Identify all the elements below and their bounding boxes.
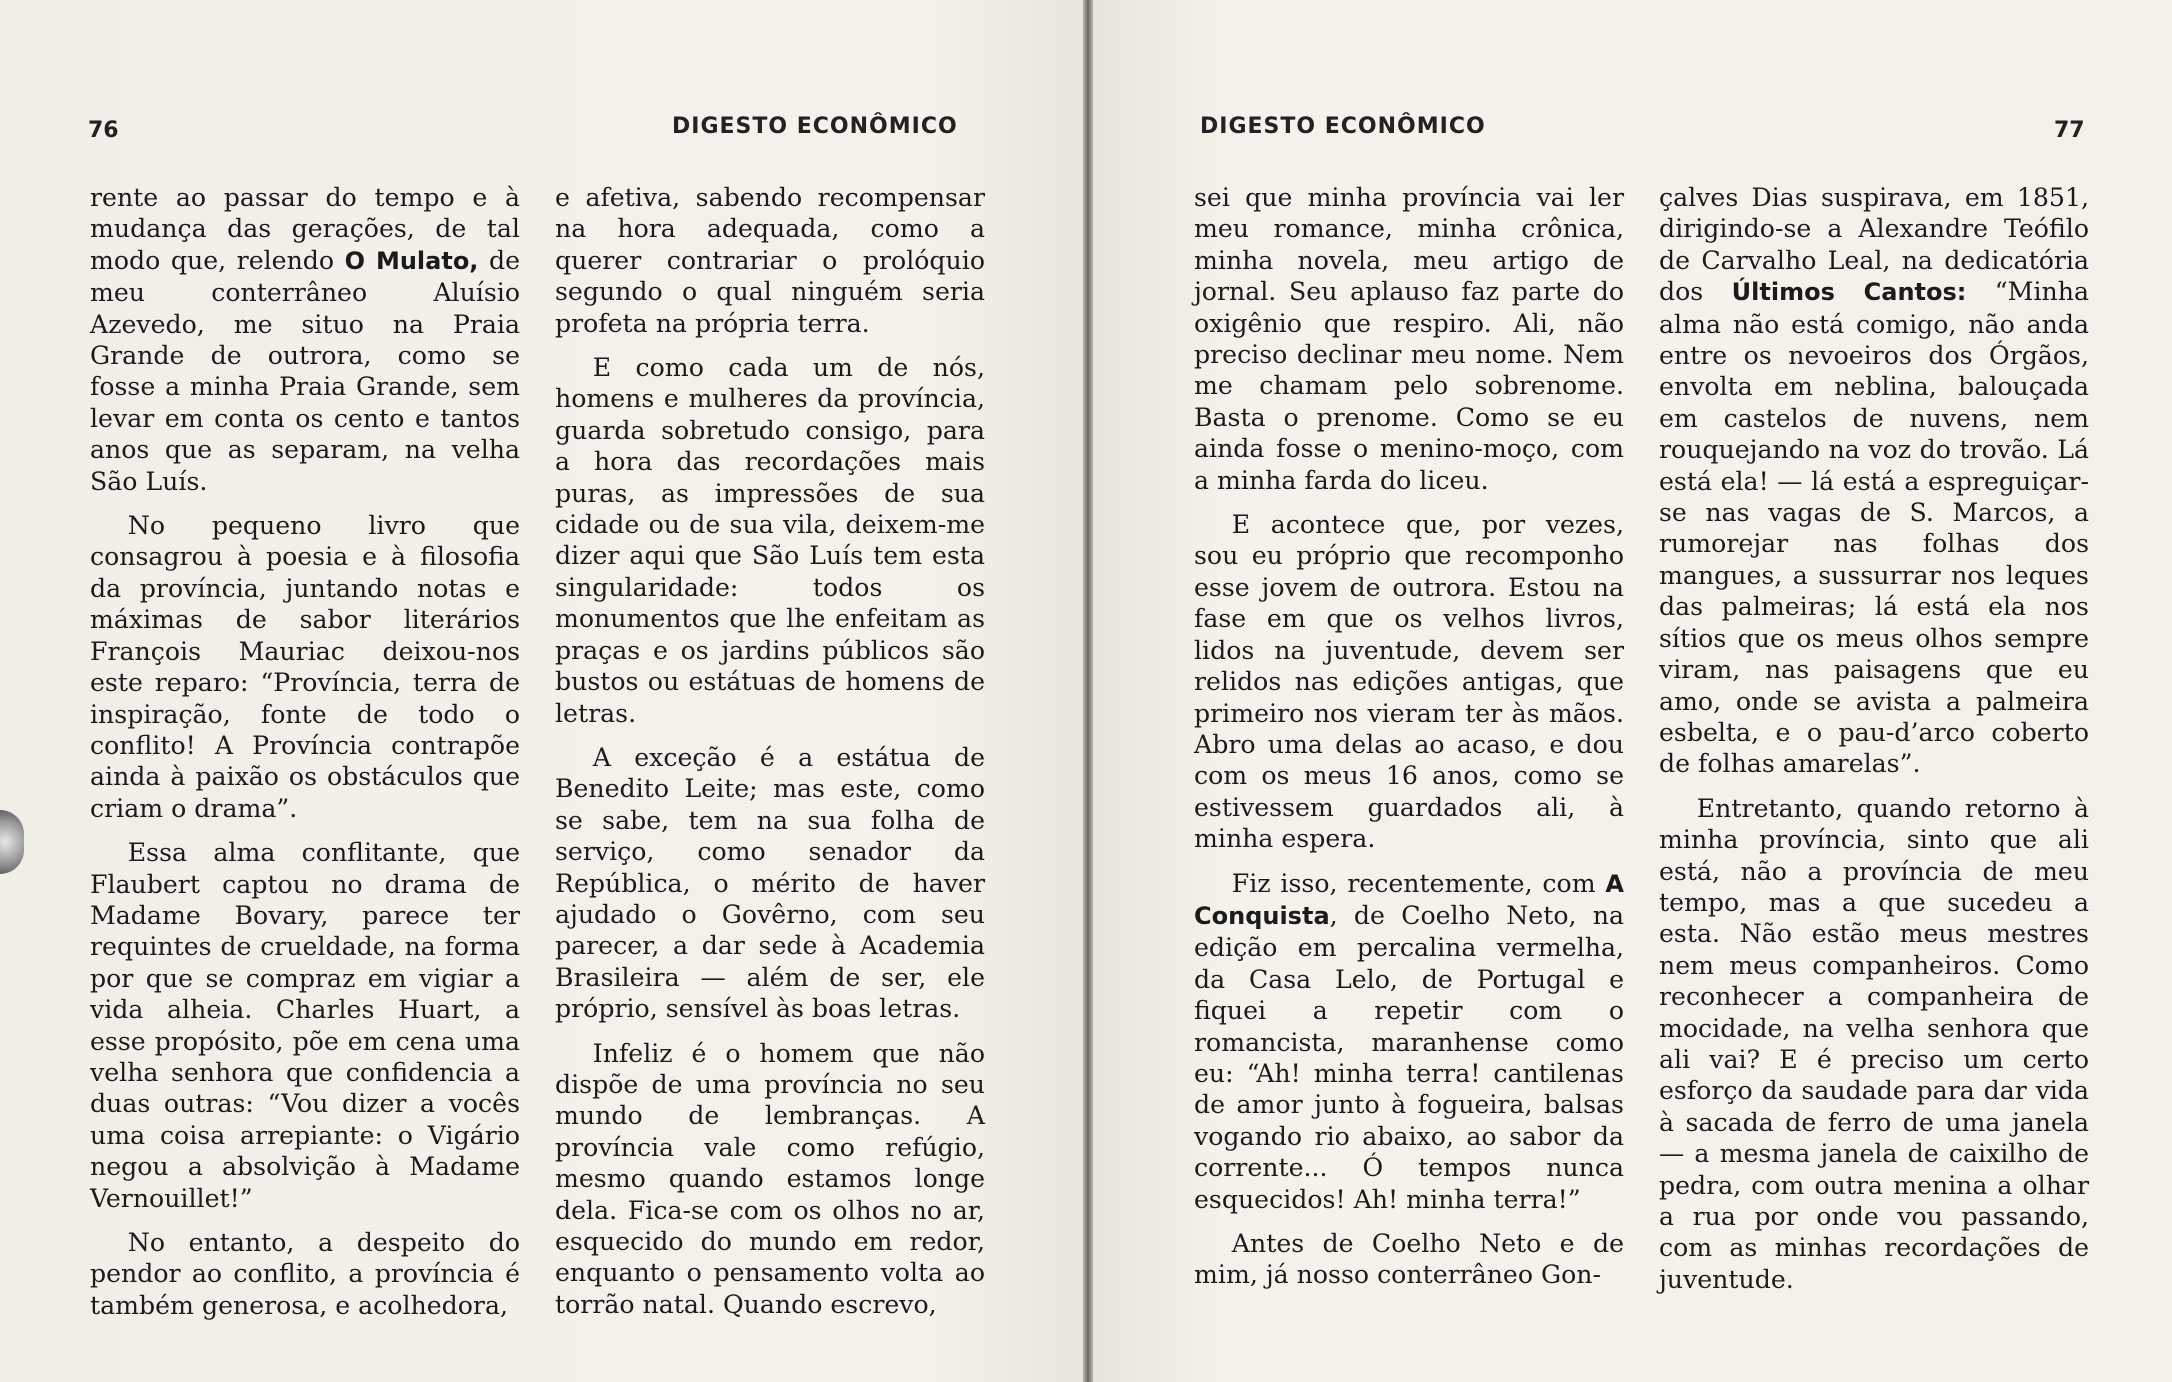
right-page: [1093, 0, 2172, 1382]
paragraph-text: Essa alma conflitante, que Flaubert captou no drama de Madame Bovary, parece ter requintes de crueldade, na forma por que se compraz em vigiar a vida alheia. Charles Huart, a esse propósito, põe em cena uma velha senhora que confidencia a duas outras: “Vou dizer a vocês uma coisa arrepiante: o Vigário negou a absolvição à Madame Vernouillet!”: [90, 838, 520, 1213]
paragraph: [555, 742, 985, 1025]
paragraph: [90, 1227, 520, 1321]
paragraph: [1194, 182, 1624, 496]
paragraph: [555, 352, 985, 729]
running-head: DIGESTO ECONÔMICO: [672, 114, 958, 139]
binder-clip: [0, 810, 24, 874]
page-number: 77: [2054, 118, 2085, 143]
running-head: DIGESTO ECONÔMICO: [1200, 114, 1486, 139]
paragraph-text: E como cada um de nós, homens e mulheres da província, guarda sobretudo consigo, para a hora das recordações mais puras, as impressões de sua cidade ou de sua vila, deixem-me dizer aqui que São Luís tem esta singularidade: todos os monumentos que lhe enfeitam as praças e os jardins públicos são bustos ou estátuas de homens de letras.: [555, 353, 985, 728]
paragraph: [90, 182, 520, 497]
paragraph: [1194, 868, 1624, 1215]
paragraph-text: Antes de Coelho Neto e de mim, já nosso conterrâneo Gon-: [1194, 1229, 1624, 1290]
paragraph-text: de meu conterrâneo Aluísio Azevedo, me situo na Praia Grande de outrora, como se fosse a minha Praia Grande, sem levar em conta os cento e tantos anos que as separam, na velha São Luís.: [90, 245, 520, 496]
book-title: O Mulato,: [344, 246, 479, 275]
paragraph: [555, 182, 985, 339]
left-page: [0, 0, 1083, 1382]
paragraph-text: Infeliz é o homem que não dispõe de uma província no seu mundo de lembranças. A província vale como refúgio, mesmo quando estamos longe dela. Fica-se com os olhos no ar, esquecido do mundo em redor, enquanto o pensamento volta ao torrão natal. Quando escrevo,: [555, 1038, 985, 1319]
paragraph-text: Entretanto, quando retorno à minha província, sinto que ali está, não a província de meu tempo, mas a que sucedeu a esta. Não estão meus mestres nem meus companheiros. Como reconhecer a companheira de mocidade, na velha senhora que ali vai? E é preciso um certo esforço da saudade para dar vida à sacada de ferro de uma janela — a mesma janela de caixilho de pedra, com outra menina a olhar a rua por onde vou passando, com as minhas recordações de juventude.: [1659, 793, 2089, 1294]
paragraph-text: e afetiva, sabendo recompensar na hora adequada, como a querer contrariar o prolóquio segundo o qual ninguém seria profeta na própria terra.: [555, 183, 985, 338]
paragraph-text: , de Coelho Neto, na edição em percalina vermelha, da Casa Lelo, de Portugal e fiquei a repetir com o romancista, maranhense como eu: “Ah! minha terra! cantilenas de amor junto à fogueira, balsas vogando rio abaixo, ao sabor da corrente... Ó tempos nunca esquecidos! Ah! minha terra!”: [1194, 900, 1624, 1214]
paragraph-text: sei que minha província vai ler meu romance, minha crônica, minha novela, meu artigo de jornal. Seu aplauso faz parte do oxigênio que respiro. Ali, não preciso declinar meu nome. Nem me chamam pelo sobrenome. Basta o prenome. Como se eu ainda fosse o menino-moço, com a minha farda do liceu.: [1194, 183, 1624, 495]
book-gutter: [1083, 0, 1093, 1382]
paragraph: [90, 837, 520, 1214]
paragraph: [90, 510, 520, 824]
book-title: A Conquista: [1194, 869, 1624, 930]
paragraph-text: Fiz isso, recentemente, com: [1231, 868, 1606, 898]
paragraph-text: E acontece que, por vezes, sou eu próprio que recomponho esse jovem de outrora. Estou na fase em que os velhos livros, lidos na juventude, devem ser relidos nas edições antigas, que primeiro nos vieram ter às mãos. Abro uma delas ao acaso, e dou com os meus 16 anos, como se estivessem guardados ali, à minha espera.: [1194, 510, 1624, 854]
left-column-1: [90, 182, 520, 1334]
page-number: 76: [88, 118, 119, 143]
paragraph: [1194, 1228, 1624, 1291]
left-column-2: [555, 182, 985, 1333]
paragraph: [1659, 182, 2089, 780]
paragraph-text: No pequeno livro que consagrou à poesia e à filosofia da província, juntando notas e máximas de sabor literários François Mauriac deixou-nos este reparo: “Província, terra de inspiração, fonte de todo o conflito! A Província contrapõe ainda à paixão os obstáculos que criam o drama”.: [90, 511, 520, 823]
paragraph: [1659, 793, 2089, 1296]
paragraph: [1194, 509, 1624, 854]
paragraph-text: No entanto, a despeito do pendor ao conflito, a província é também generosa, e acolhedora,: [90, 1228, 520, 1320]
paragraph-text: A exceção é a estátua de Benedito Leite; mas este, como se sabe, tem na sua folha de serviço, como senador da República, o mérito de haver ajudado o Govêrno, com seu parecer, a dar sede à Academia Brasileira — além de ser, ele próprio, sensível às boas letras.: [555, 742, 985, 1024]
right-column-2: [1659, 182, 2089, 1308]
paragraph: [555, 1038, 985, 1321]
paragraph-text: rente ao passar do tempo e à mudança das gerações, de tal modo que, relendo: [90, 183, 520, 275]
book-title: Últimos Cantos:: [1731, 278, 1967, 307]
paragraph-text: çalves Dias suspirava, em 1851, dirigindo-se a Alexandre Teófilo de Carvalho Leal, na dedicatória dos: [1659, 183, 2089, 307]
paragraph-text: “Minha alma não está comigo, não anda entre os nevoeiros dos Órgãos, envolta em neblina, balouçada em castelos de nuvens, nem rouquejando na voz do trovão. Lá está ela! — lá está a espreguiçar-se nas vagas de S. Marcos, a rumorejar nas folhas dos mangues, a sussurrar nos leques das palmeiras; lá está ela nos sítios que os meus olhos sempre viram, nas paisagens que eu amo, onde se avista a palmeira esbelta, e o pau-d’arco coberto de folhas amarelas”.: [1659, 277, 2089, 779]
right-column-1: [1194, 182, 1624, 1304]
